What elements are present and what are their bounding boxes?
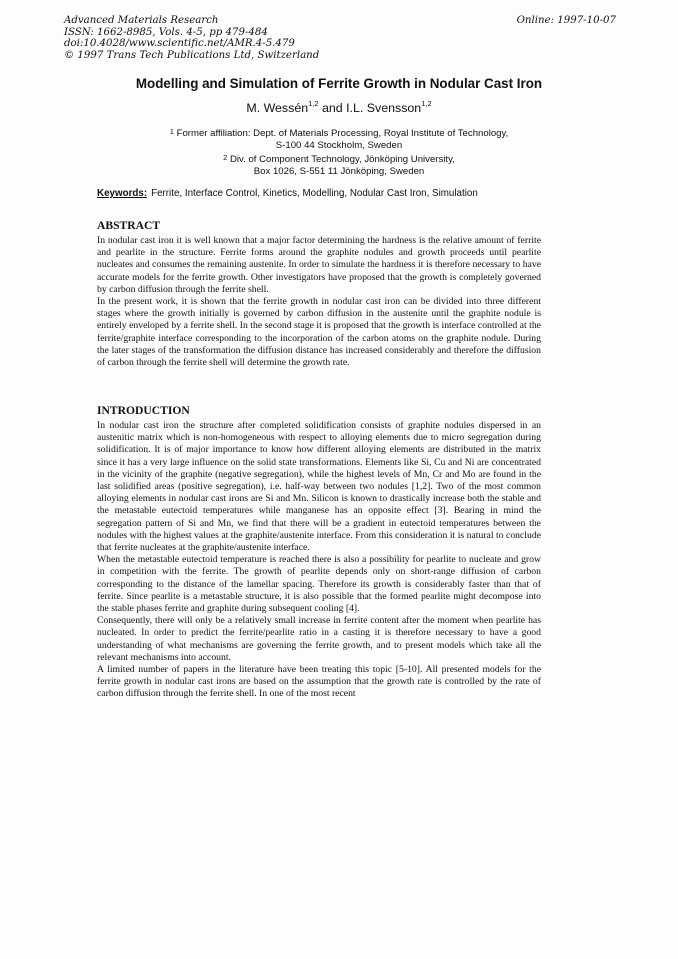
paragraph: In nodular cast iron it is well known that a major factor determining the hardness is the relative amount of ferrite and pearlite in the structure. Ferrite forms around the graphite nodules and growth proceeds until pearlite nucleates and consumes the remaining austenite. In order to simulate the hardness it is therefore necessary to have accurate models for the ferrite growth. Other investigators have proposed that the growth is completely governed by carbon diffusion through the ferrite shell. bbox=[97, 235, 541, 295]
journal-name: Advanced Materials Research bbox=[64, 15, 219, 26]
author-superscript: 1,2 bbox=[421, 99, 432, 108]
journal-header bbox=[64, 15, 319, 61]
paragraph: In nodular cast iron the structure after completed solidification consists of graphite nodules dispersed in an austenitic matrix which is non-homogeneous with respect to alloying elements due to micro segregation during solidification. It is of major importance to know how different alloying elements are distributed in the matrix since it has a very large influence on the solid state transformations. Elements like Si, Cu and Ni are concentrated in the vicinity of the graphite (negative segregation), while the highest levels of Mn, Cr and Mo are found in the last solidified areas (positive segregation), i.e. half-way between two nodules [1,2]. Two of the most common alloying elements in nodular cast irons are Si and Mn. Silicon is known to drastically increase both the stable and the metastable eutectoid temperatures while manganese has an opposite effect [3]. Bearing in mind the segregation pattern of Si and Mn, we find that there will be a gradient in eutectoid temperatures between the nodules with the highest values at the graphite/austenite interface. From this consideration it is natural to conclude that ferrite nucleates at the graphite/austenite interface. bbox=[97, 420, 541, 554]
keywords bbox=[97, 188, 478, 199]
affiliation-1 bbox=[0, 128, 678, 152]
abstract-body bbox=[97, 235, 541, 369]
author-superscript: 1,2 bbox=[308, 99, 319, 108]
abstract-heading: ABSTRACT bbox=[97, 219, 161, 232]
paragraph: In the present work, it is shown that the ferrite growth in nodular cast iron can be divided into three different stages where the growth initially is governed by carbon diffusion in the austenite until the graphite nodule is entirely enveloped by a ferrite shell. In the second stage it is proposed that the growth is interface controlled at the ferrite/graphite interface corresponding to the incorporation of the carbon atoms on the graphite nodule. During the later stages of the transformation the diffusion distance has increased considerably and therefore the diffusion of carbon through the ferrite shell will determine the growth rate. bbox=[97, 296, 541, 369]
introduction-body bbox=[97, 420, 541, 701]
paragraph: A limited number of papers in the literature have been treating this topic [5-10]. All presented models for the ferrite growth in nodular cast irons are based on the assumption that the growth rate is controlled by the rate of carbon diffusion through the ferrite shell. In one of the most recent bbox=[97, 664, 541, 700]
author-name: I.L. Svensson bbox=[346, 101, 422, 115]
affiliation-line: Div. of Component Technology, Jönköping University, bbox=[229, 154, 455, 165]
keywords-text: Ferrite, Interface Control, Kinetics, Modelling, Nodular Cast Iron, Simulation bbox=[151, 188, 478, 199]
author-line bbox=[0, 101, 678, 115]
keywords-label: Keywords: bbox=[97, 188, 148, 199]
affiliation-number: 2 bbox=[223, 153, 228, 162]
introduction-heading: INTRODUCTION bbox=[97, 404, 190, 417]
author-name: M. Wessén bbox=[246, 101, 309, 115]
affiliation-number: 1 bbox=[169, 127, 174, 136]
paragraph: Consequently, there will only be a relatively small increase in ferrite content after the moment when pearlite has nucleated. In order to predict the ferrite/pearlite ratio in a casting it is therefore necessary to have a good understanding of what mechanisms are governing the ferrite growth, and to present models which take all the relevant mechanisms into account. bbox=[97, 615, 541, 663]
affiliation-line: Box 1026, S-551 11 Jönköping, Sweden bbox=[253, 166, 425, 177]
online-date: Online: 1997-10-07 bbox=[516, 15, 616, 26]
journal-doi: doi:10.4028/www.scientific.net/AMR.4-5.479 bbox=[64, 38, 295, 50]
paper-title: Modelling and Simulation of Ferrite Growth in Nodular Cast Iron bbox=[135, 76, 543, 91]
journal-issn: ISSN: 1662-8985, Vols. 4-5, pp 479-484 bbox=[64, 26, 268, 38]
journal-copyright: © 1997 Trans Tech Publications Ltd, Switzerland bbox=[64, 49, 320, 61]
author-separator: and bbox=[318, 101, 347, 115]
affiliation-2 bbox=[0, 154, 678, 178]
paragraph: When the metastable eutectoid temperature is reached there is also a possibility for pearlite to nucleate and grow in competition with the ferrite. The growth of pearlite depends only on short-range diffusion of carbon corresponding to the distance of the lamellar spacing. Therefore its growth is considerably faster than that of ferrite. Since pearlite is a metastable structure, it is also possible that the formed pearlite might decompose into the stable phases ferrite and graphite during subsequent cooling [4]. bbox=[97, 554, 541, 615]
affiliation-line: Former affiliation: Dept. of Materials Processing, Royal Institute of Technology, bbox=[176, 128, 509, 139]
affiliation-line: S-100 44 Stockholm, Sweden bbox=[275, 140, 403, 151]
